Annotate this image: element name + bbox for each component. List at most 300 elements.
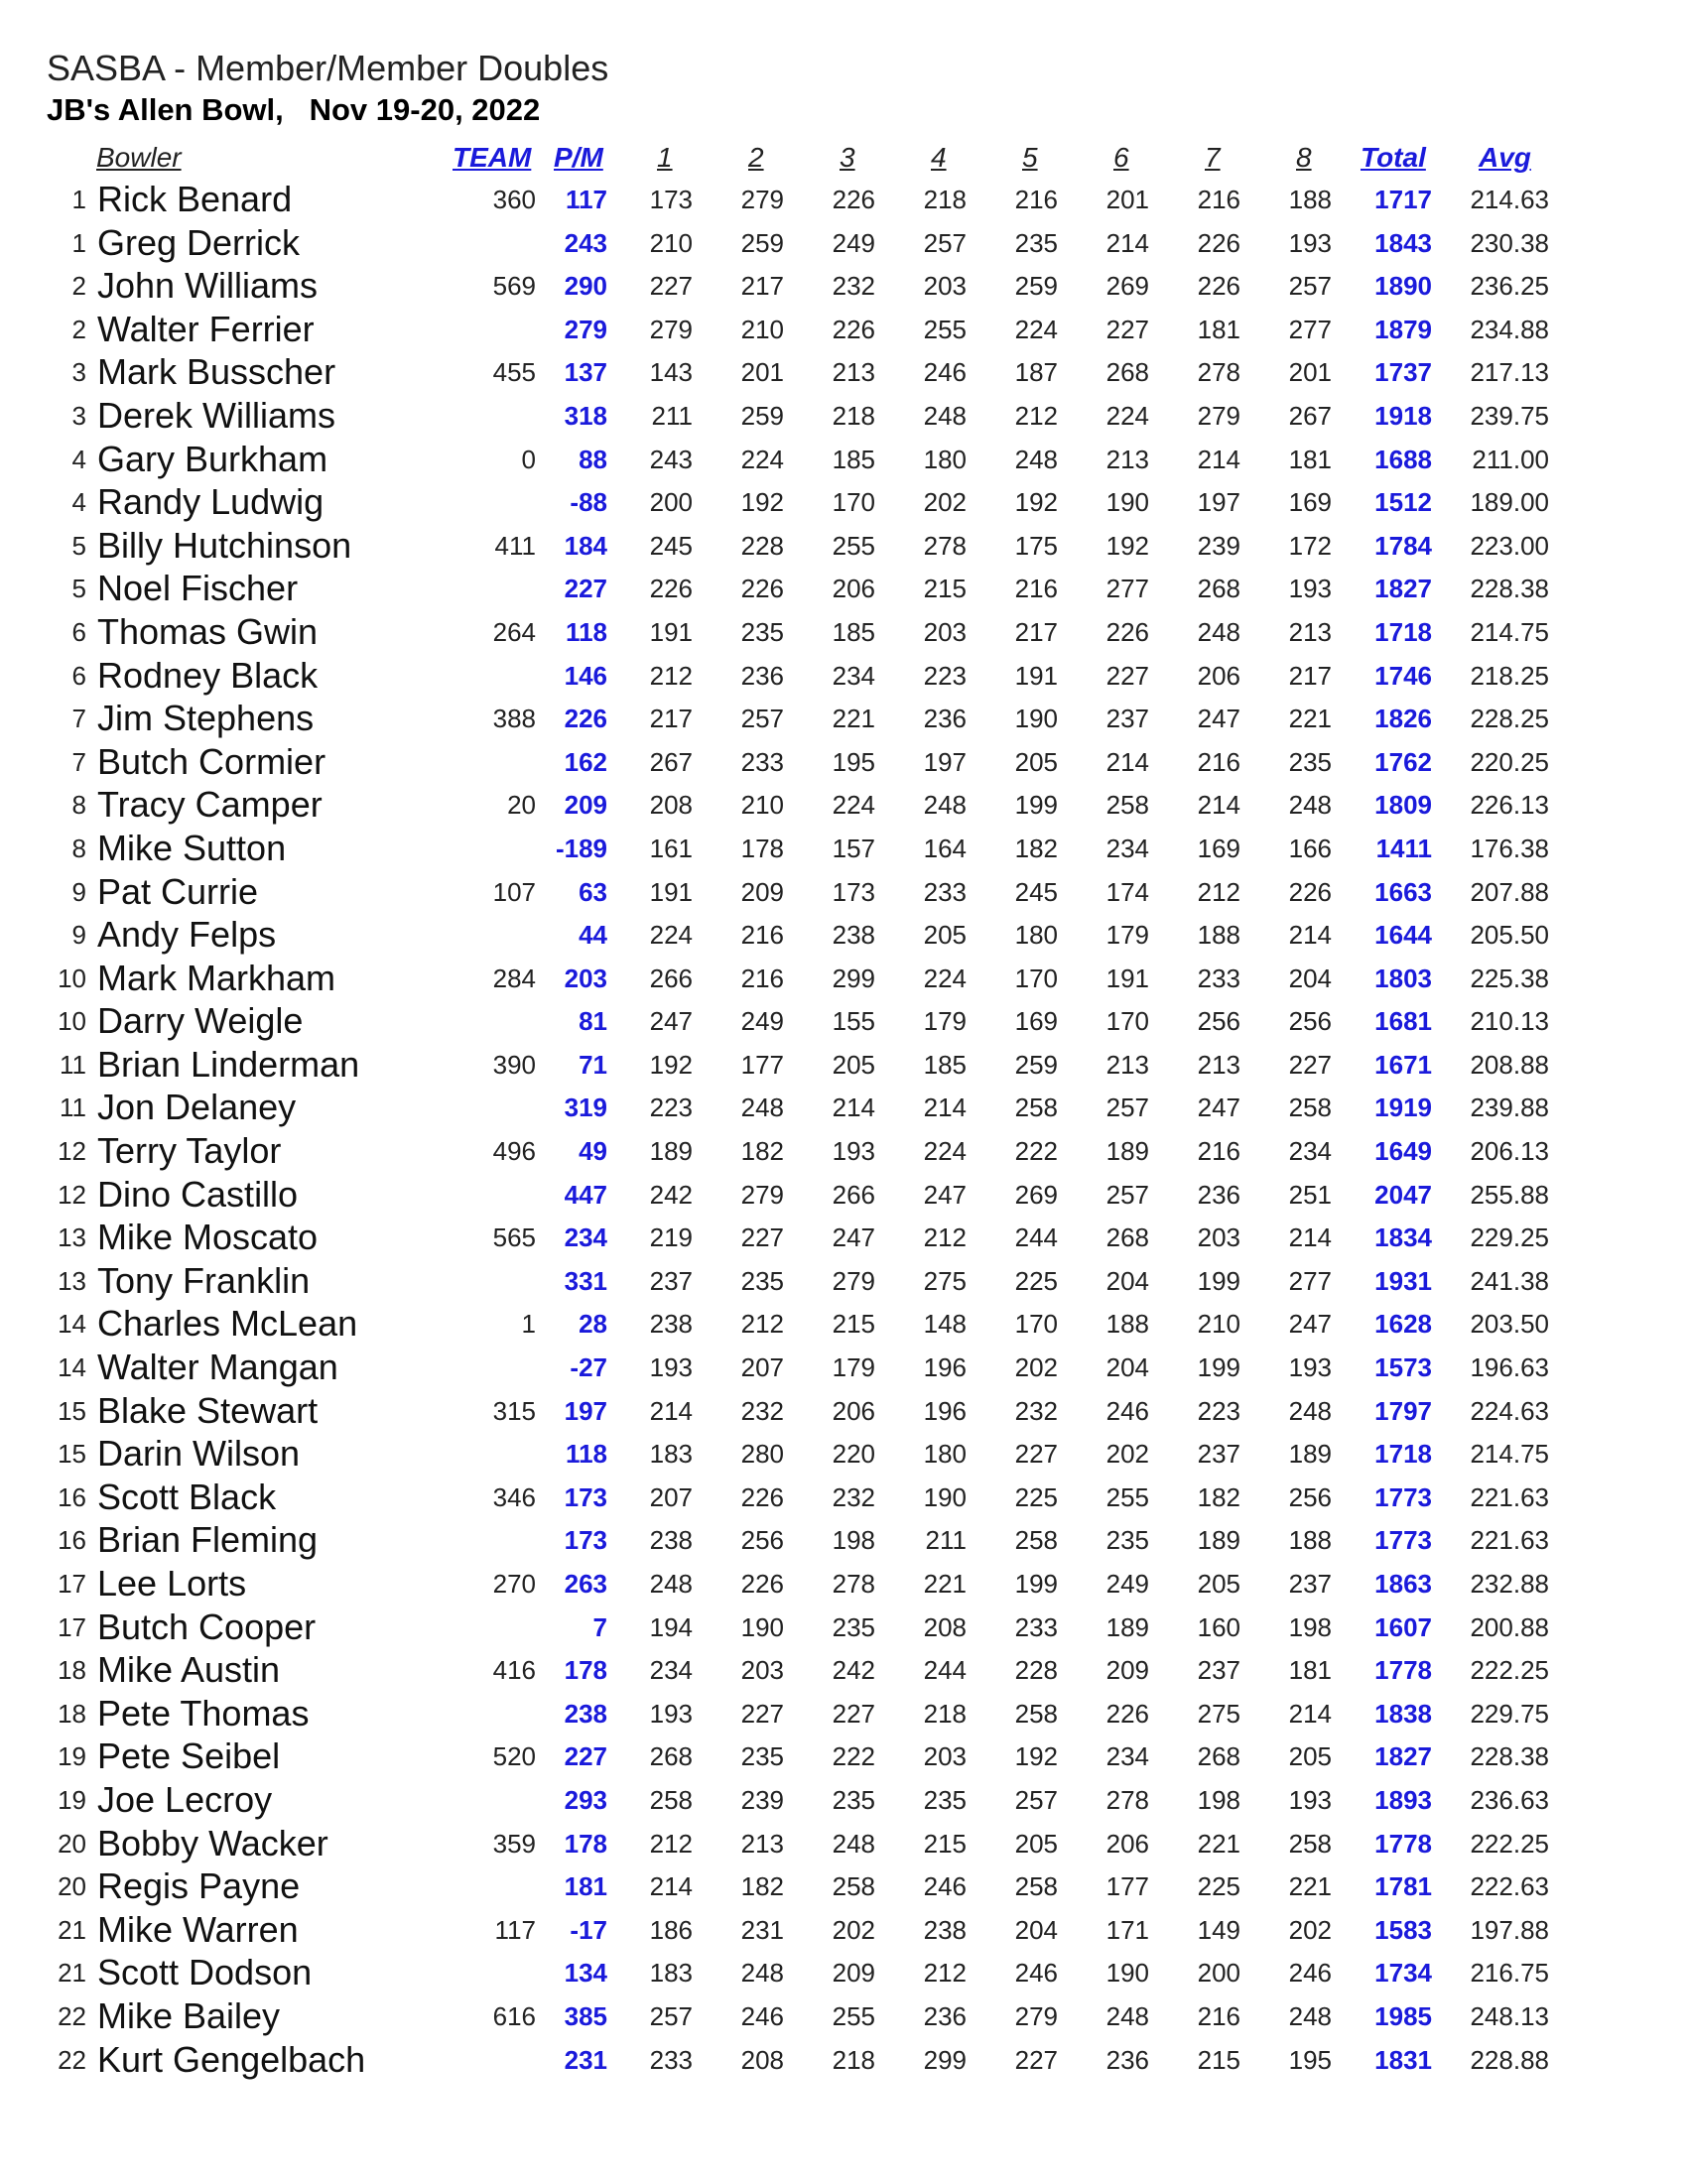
row-rank: 12 [58,1179,86,1210]
row-game-4: 257 [923,227,967,258]
row-game-2: 208 [740,2044,784,2075]
row-bowler-name: Randy Ludwig [97,481,325,523]
table-row [0,1174,1688,1218]
row-total: 1773 [1374,1525,1432,1556]
header-game-7: 7 [1205,142,1221,173]
row-game-5: 222 [1014,1136,1058,1167]
row-game-6: 237 [1105,704,1149,734]
row-game-4: 278 [923,530,967,561]
row-game-4: 203 [923,271,967,302]
row-pm: 118 [566,616,607,647]
row-game-5: 199 [1014,790,1058,821]
row-game-2: 257 [740,704,784,734]
row-bowler-name: Greg Derrick [97,221,301,263]
row-game-6: 179 [1105,920,1149,951]
row-bowler-name: Walter Ferrier [97,308,315,349]
table-row [0,1130,1688,1174]
row-bowler-name: Blake Stewart [97,1389,319,1431]
row-game-1: 217 [649,704,693,734]
row-game-2: 177 [740,1049,784,1080]
row-bowler-name: John Williams [97,265,319,307]
row-rank: 10 [58,1006,86,1037]
row-game-2: 231 [740,1914,784,1945]
table-row [0,784,1688,828]
row-total: 1893 [1374,1784,1432,1815]
row-total: 1843 [1374,227,1432,258]
row-game-1: 143 [649,357,693,388]
row-bowler-name: Rodney Black [97,654,319,696]
row-pm: 162 [564,746,607,777]
header-game-2: 2 [748,142,764,173]
row-game-5: 216 [1014,185,1058,214]
row-game-6: 277 [1105,574,1149,604]
row-game-3: 227 [832,1698,875,1729]
row-game-2: 226 [740,574,784,604]
row-game-7: 216 [1197,746,1240,777]
row-game-8: 234 [1288,1136,1332,1167]
row-game-4: 236 [923,2000,967,2031]
row-game-8: 213 [1288,616,1332,647]
row-game-8: 181 [1288,444,1332,474]
row-game-7: 205 [1197,1569,1240,1599]
row-game-3: 224 [832,790,875,821]
table-row [0,914,1688,958]
row-rank: 9 [71,920,86,951]
row-bowler-name: Darin Wilson [97,1433,301,1475]
row-bowler-name: Regis Payne [97,1865,301,1907]
row-game-8: 248 [1288,790,1332,821]
row-average: 217.13 [1470,357,1549,388]
row-total: 1985 [1374,2000,1432,2031]
row-game-1: 211 [651,400,693,431]
row-total: 1681 [1374,1006,1432,1037]
row-total: 1778 [1374,1655,1432,1686]
table-row [0,525,1688,569]
row-game-2: 201 [740,357,784,388]
row-pm: -27 [570,1352,607,1383]
row-pm: 7 [592,1611,607,1642]
row-rank: 3 [71,357,86,388]
row-rank: 22 [58,2044,86,2075]
row-game-8: 193 [1288,1352,1332,1383]
row-team-pm: 496 [492,1136,536,1167]
row-game-3: 193 [832,1136,875,1167]
row-total: 1583 [1374,1914,1432,1945]
row-game-3: 205 [832,1049,875,1080]
row-game-3: 157 [832,833,875,863]
header-game-8: 8 [1296,142,1312,173]
row-game-3: 222 [832,1741,875,1772]
table-row [0,1433,1688,1477]
results-table [0,179,1688,2082]
row-game-7: 279 [1197,400,1240,431]
row-team-pm: 411 [494,530,536,561]
row-bowler-name: Butch Cormier [97,740,326,782]
row-game-5: 244 [1014,1222,1058,1253]
row-game-8: 217 [1288,660,1332,691]
table-row [0,1477,1688,1520]
row-game-7: 213 [1197,1049,1240,1080]
row-total: 1573 [1374,1352,1432,1383]
row-pm: -17 [570,1914,607,1945]
row-rank: 5 [71,574,86,604]
row-team-pm: 359 [492,1828,536,1859]
row-bowler-name: Terry Taylor [97,1130,282,1172]
row-team-pm: 270 [492,1569,536,1599]
row-total: 1663 [1374,876,1432,907]
row-game-3: 206 [832,1395,875,1426]
row-game-4: 205 [923,920,967,951]
row-average: 196.63 [1470,1352,1549,1383]
row-game-1: 214 [649,1395,693,1426]
row-bowler-name: Mike Austin [97,1649,281,1691]
row-game-6: 189 [1105,1611,1149,1642]
row-game-6: 189 [1105,1136,1149,1167]
row-total: 1838 [1374,1698,1432,1729]
row-bowler-name: Darry Weigle [97,1000,304,1042]
row-game-1: 191 [649,876,693,907]
row-game-2: 212 [740,1309,784,1340]
row-rank: 16 [58,1525,86,1556]
row-average: 221.63 [1470,1525,1549,1556]
row-game-3: 234 [832,660,875,691]
row-game-4: 185 [923,1049,967,1080]
row-total: 1809 [1374,790,1432,821]
row-game-5: 204 [1014,1914,1058,1945]
row-total: 1797 [1374,1395,1432,1426]
row-team-pm: 284 [492,963,536,993]
row-game-7: 275 [1197,1698,1240,1729]
row-average: 220.25 [1470,746,1549,777]
row-rank: 21 [58,1914,86,1945]
row-rank: 19 [58,1741,86,1772]
row-total: 1762 [1374,746,1432,777]
row-pm: -88 [570,487,607,518]
row-team-pm: 346 [492,1481,536,1512]
row-game-3: 226 [832,185,875,214]
row-game-3: 248 [832,1828,875,1859]
row-average: 221.63 [1470,1481,1549,1512]
row-game-3: 195 [832,746,875,777]
row-game-8: 181 [1288,1655,1332,1686]
row-game-6: 190 [1105,487,1149,518]
row-game-6: 204 [1105,1352,1149,1383]
row-total: 1890 [1374,271,1432,302]
row-pm: 44 [579,920,607,951]
row-game-4: 299 [923,2044,967,2075]
row-game-8: 214 [1288,1698,1332,1729]
row-pm: 71 [579,1049,607,1080]
row-pm: 203 [564,963,607,993]
row-average: 229.75 [1470,1698,1549,1729]
row-rank: 1 [71,185,86,214]
row-rank: 17 [58,1611,86,1642]
row-rank: 8 [71,833,86,863]
row-total: 1931 [1374,1265,1432,1296]
row-average: 236.63 [1470,1784,1549,1815]
row-game-7: 268 [1197,1741,1240,1772]
row-average: 232.88 [1470,1569,1549,1599]
row-total: 1411 [1375,833,1432,863]
row-game-8: 205 [1288,1741,1332,1772]
row-game-2: 235 [740,1265,784,1296]
row-game-6: 213 [1105,444,1149,474]
row-game-2: 248 [740,1958,784,1989]
row-game-4: 247 [923,1179,967,1210]
row-game-2: 279 [740,1179,784,1210]
table-row [0,1519,1688,1563]
row-game-5: 248 [1014,444,1058,474]
row-game-6: 170 [1105,1006,1149,1037]
row-game-2: 246 [740,2000,784,2031]
row-game-6: 257 [1105,1092,1149,1123]
row-game-3: 258 [832,1871,875,1902]
row-game-8: 193 [1288,1784,1332,1815]
row-game-5: 259 [1014,271,1058,302]
row-average: 218.25 [1470,660,1549,691]
row-game-5: 212 [1014,400,1058,431]
row-bowler-name: Kurt Gengelbach [97,2038,366,2080]
row-game-8: 251 [1288,1179,1332,1210]
row-average: 239.88 [1470,1092,1549,1123]
row-bowler-name: Jon Delaney [97,1087,297,1128]
row-game-3: 266 [832,1179,875,1210]
row-rank: 4 [71,487,86,518]
row-game-4: 202 [923,487,967,518]
row-game-3: 215 [832,1309,875,1340]
row-game-8: 188 [1288,1525,1332,1556]
row-game-6: 191 [1105,963,1149,993]
row-average: 208.88 [1470,1049,1549,1080]
row-game-5: 269 [1014,1179,1058,1210]
row-team-pm: 390 [492,1049,536,1080]
row-game-8: 188 [1288,185,1332,214]
row-game-8: 277 [1288,1265,1332,1296]
row-rank: 18 [58,1698,86,1729]
row-game-6: 268 [1105,357,1149,388]
row-game-1: 219 [649,1222,693,1253]
table-row [0,1952,1688,1995]
row-total: 1718 [1374,1439,1432,1470]
row-average: 207.88 [1470,876,1549,907]
row-pm: 137 [564,357,607,388]
row-game-2: 259 [740,227,784,258]
table-row [0,655,1688,699]
row-game-5: 258 [1014,1871,1058,1902]
row-game-6: 177 [1105,1871,1149,1902]
row-game-6: 255 [1105,1481,1149,1512]
row-game-4: 238 [923,1914,967,1945]
row-game-4: 196 [923,1395,967,1426]
row-bowler-name: Brian Fleming [97,1519,319,1561]
row-average: 216.75 [1470,1958,1549,1989]
row-pm: 331 [564,1265,607,1296]
row-average: 228.25 [1470,704,1549,734]
row-game-6: 206 [1105,1828,1149,1859]
row-game-6: 269 [1105,271,1149,302]
row-game-1: 223 [649,1092,693,1123]
table-row [0,179,1688,222]
row-pm: 234 [564,1222,607,1253]
row-game-4: 196 [923,1352,967,1383]
row-game-8: 169 [1288,487,1332,518]
row-game-4: 235 [923,1784,967,1815]
row-game-5: 180 [1014,920,1058,951]
row-average: 197.88 [1470,1914,1549,1945]
row-game-3: 179 [832,1352,875,1383]
row-average: 228.38 [1470,574,1549,604]
row-pm: 319 [564,1092,607,1123]
row-pm: 227 [564,1741,607,1772]
row-pm: 181 [564,1871,607,1902]
row-game-2: 216 [740,963,784,993]
table-row [0,1865,1688,1909]
table-row [0,1000,1688,1044]
row-average: 211.00 [1472,444,1549,474]
row-average: 241.38 [1470,1265,1549,1296]
row-game-6: 214 [1105,746,1149,777]
row-game-5: 259 [1014,1049,1058,1080]
header-avg: Avg [1479,142,1531,173]
row-game-5: 227 [1014,1439,1058,1470]
row-game-5: 246 [1014,1958,1058,1989]
row-total: 1734 [1374,1958,1432,1989]
row-game-1: 279 [649,314,693,344]
row-game-7: 182 [1197,1481,1240,1512]
row-game-7: 223 [1197,1395,1240,1426]
row-game-8: 258 [1288,1092,1332,1123]
row-game-8: 214 [1288,920,1332,951]
row-game-8: 214 [1288,1222,1332,1253]
table-row [0,1260,1688,1304]
row-game-2: 256 [740,1525,784,1556]
row-average: 239.75 [1470,400,1549,431]
row-average: 228.38 [1470,1741,1549,1772]
row-game-1: 237 [649,1265,693,1296]
row-rank: 6 [71,616,86,647]
row-total: 1918 [1374,400,1432,431]
row-rank: 10 [58,963,86,993]
row-bowler-name: Scott Black [97,1476,277,1517]
row-team-pm: 520 [492,1741,536,1772]
row-game-6: 235 [1105,1525,1149,1556]
row-game-7: 216 [1197,185,1240,214]
row-team-pm: 264 [492,616,536,647]
row-game-1: 226 [649,574,693,604]
row-game-7: 239 [1197,530,1240,561]
row-game-2: 227 [740,1222,784,1253]
row-pm: 49 [579,1136,607,1167]
row-game-4: 224 [923,963,967,993]
row-game-3: 255 [832,2000,875,2031]
row-game-6: 188 [1105,1309,1149,1340]
row-total: 1784 [1374,530,1432,561]
row-team-pm: 315 [492,1395,536,1426]
table-row [0,958,1688,1001]
row-game-8: 256 [1288,1006,1332,1037]
row-game-5: 192 [1014,487,1058,518]
row-game-6: 174 [1105,876,1149,907]
header-pm: P/M [554,142,603,173]
row-team-pm: 107 [492,876,536,907]
row-game-1: 242 [649,1179,693,1210]
table-row [0,2039,1688,2083]
row-game-3: 279 [832,1265,875,1296]
row-bowler-name: Charles McLean [97,1303,358,1345]
header-game-4: 4 [931,142,947,173]
row-total: 1781 [1374,1871,1432,1902]
table-row [0,568,1688,611]
header-bowler: Bowler [96,142,182,173]
row-game-2: 248 [740,1092,784,1123]
row-team-pm: 455 [492,357,536,388]
row-game-7: 237 [1197,1439,1240,1470]
row-game-7: 206 [1197,660,1240,691]
row-game-4: 212 [923,1222,967,1253]
row-rank: 14 [58,1352,86,1383]
row-game-2: 182 [740,1136,784,1167]
row-average: 226.13 [1470,790,1549,821]
row-game-4: 275 [923,1265,967,1296]
row-game-1: 161 [649,833,693,863]
row-rank: 12 [58,1136,86,1167]
row-game-4: 246 [923,1871,967,1902]
row-game-3: 170 [832,487,875,518]
row-bowler-name: Mark Busscher [97,351,336,393]
row-average: 234.88 [1470,314,1549,344]
row-rank: 16 [58,1481,86,1512]
row-game-1: 227 [649,271,693,302]
row-game-8: 221 [1288,1871,1332,1902]
row-rank: 15 [58,1439,86,1470]
row-game-6: 204 [1105,1265,1149,1296]
row-game-3: 235 [832,1784,875,1815]
row-game-7: 225 [1197,1871,1240,1902]
row-game-1: 194 [649,1611,693,1642]
row-game-7: 216 [1197,2000,1240,2031]
table-row [0,1563,1688,1606]
table-row [0,1649,1688,1693]
table-row [0,1909,1688,1953]
table-row [0,1735,1688,1779]
row-total: 1827 [1374,1741,1432,1772]
row-average: 214.75 [1470,616,1549,647]
row-average: 236.25 [1470,271,1549,302]
row-bowler-name: Andy Felps [97,914,277,956]
row-game-8: 201 [1288,357,1332,388]
row-game-6: 246 [1105,1395,1149,1426]
row-game-2: 232 [740,1395,784,1426]
row-pm: 178 [564,1655,607,1686]
row-game-6: 214 [1105,227,1149,258]
row-game-2: 259 [740,400,784,431]
row-team-pm: 117 [494,1914,536,1945]
row-pm: 146 [564,660,607,691]
row-game-3: 185 [832,444,875,474]
row-game-7: 237 [1197,1655,1240,1686]
table-row [0,265,1688,309]
row-game-8: 166 [1288,833,1332,863]
row-team-pm: 20 [507,790,536,821]
row-game-8: 172 [1288,530,1332,561]
row-game-7: 233 [1197,963,1240,993]
row-pm: 28 [579,1309,607,1340]
document-title: SASBA - Member/Member Doubles [47,48,609,88]
row-game-7: 215 [1197,2044,1240,2075]
row-pm: 209 [564,790,607,821]
row-total: 1671 [1374,1049,1432,1080]
row-game-7: 256 [1197,1006,1240,1037]
